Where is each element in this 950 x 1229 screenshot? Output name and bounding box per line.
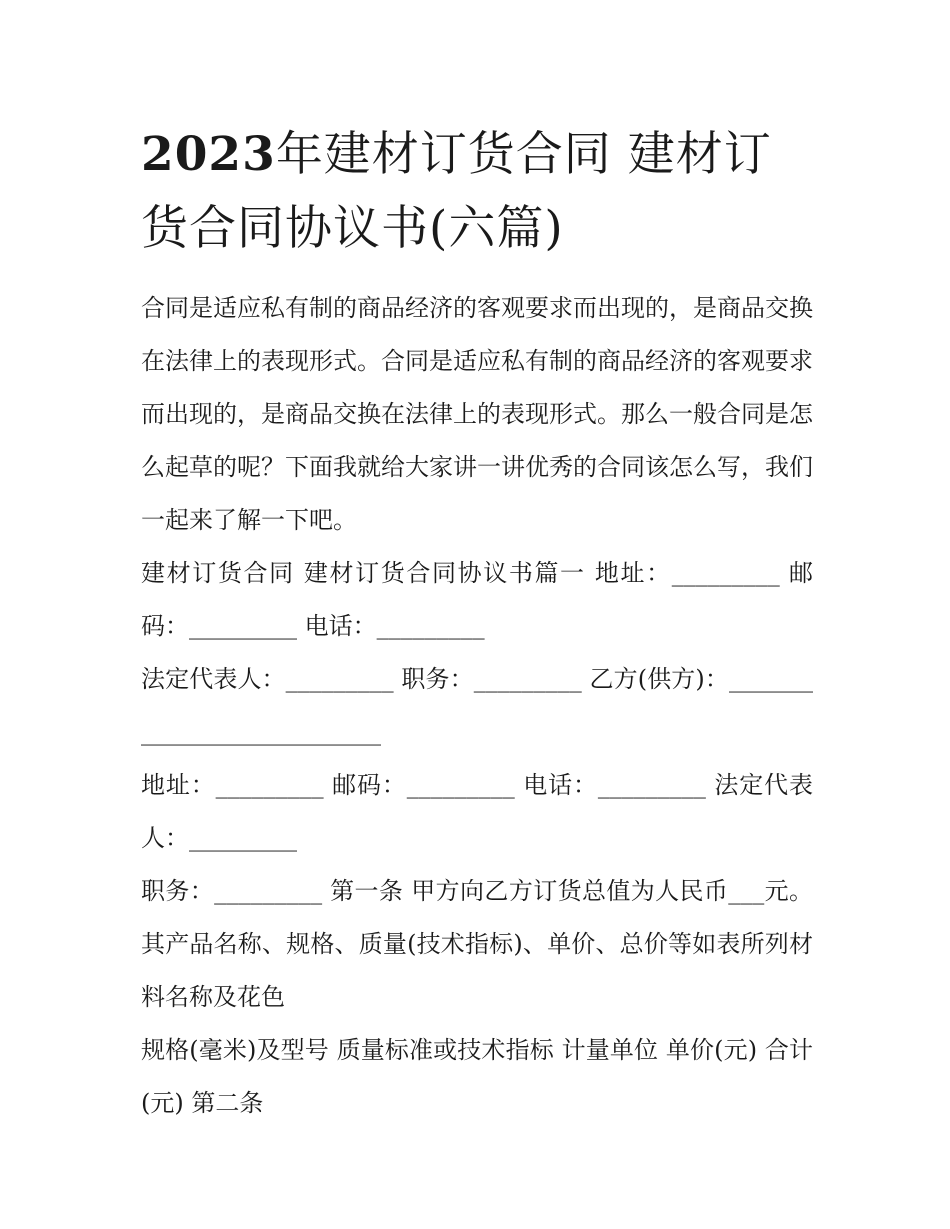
title-text: 年建材订货合同 建材订货合同协议书(六篇) <box>141 127 772 256</box>
party-b-address-paragraph: 地址：_________ 邮码：_________ 电话：_________ 法定代表人：_________ <box>141 771 813 852</box>
intro-paragraph: 合同是适应私有制的商品经济的客观要求而出现的，是商品交换在法律上的表现形式。合同是适应私有制的商品经济的客观要求而出现的，是商品交换在法律上的表现形式。那么一般合同是怎么起草的呢？下面我就给大家讲一讲优秀的合同该怎么写，我们一起来了解一下吧。 <box>141 294 813 534</box>
document-page <box>141 118 813 1130</box>
article-one-paragraph: 职务：_________ 第一条 甲方向乙方订货总值为人民币___元。其产品名称、规格、质量(技术指标)、单价、总价等如表所列材料名称及花色 <box>141 877 813 1011</box>
document-title <box>141 118 813 266</box>
title-year: 2023 <box>141 127 276 182</box>
table-header-paragraph: 规格(毫米)及型号 质量标准或技术指标 计量单位 单价(元) 合计(元) 第二条 <box>141 1036 813 1117</box>
party-a-representative-paragraph: 法定代表人：_________ 职务：_________ 乙方(供方)：___________________________ <box>141 665 813 746</box>
party-a-address-paragraph: 建材订货合同 建材订货合同协议书篇一 地址：_________ 邮码：_________ 电话：_________ <box>141 559 813 640</box>
